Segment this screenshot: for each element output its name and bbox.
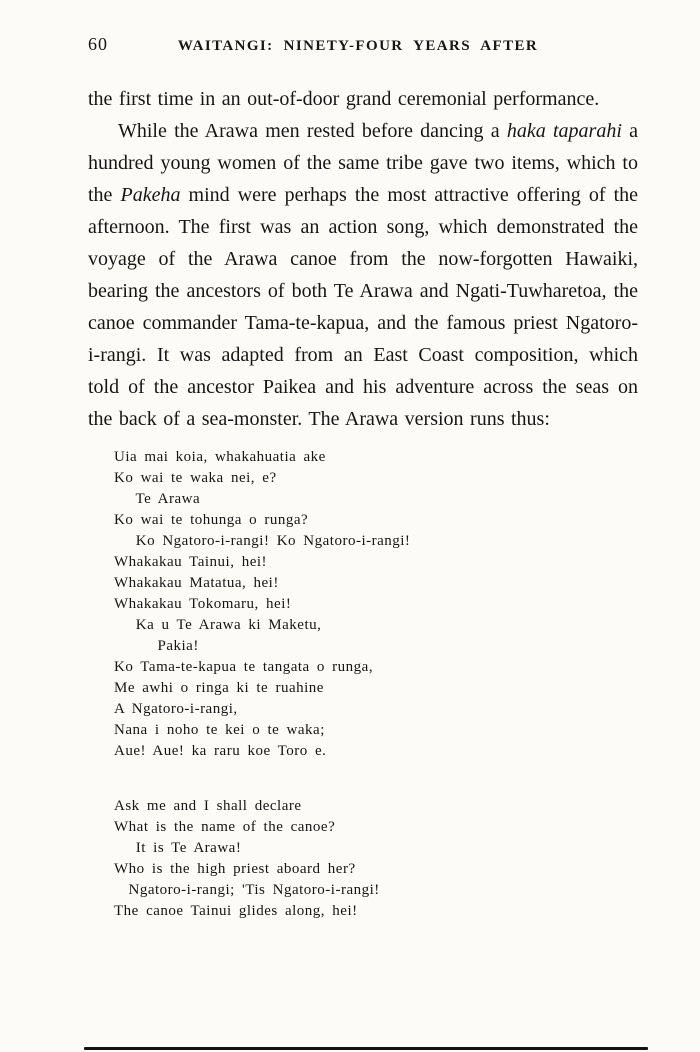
verse-line: Uia mai koia, whakahuatia ake <box>114 449 326 465</box>
verse-line: A Ngatoro-i-rangi, <box>114 701 238 717</box>
text-run: mind were perhaps the most attractive offering of the afternoon. The first was an action song, which demonstrated the voyage of the Arawa canoe from the now-forgotten Hawaiki, bearing the ancestors of both Te Arawa and Ngati-Tuwharetoa, the canoe commander Tama-te-kapua, and the famous priest Ngatoro-i-rangi. It was adapted from an East Coast composition, which told of the ancestor Paikea and his adventure across the seas on the back of a sea-monster. The Arawa version runs thus: <box>88 184 639 430</box>
verse-line: Ka u Te Arawa ki Maketu, <box>114 617 322 633</box>
italic-phrase: haka taparahi <box>506 120 622 142</box>
text-run: the first time in an out-of-door grand ceremonial performance. <box>88 88 600 110</box>
verse-line: Pakia! <box>114 638 199 654</box>
verse-line: It is Te Arawa! <box>114 840 242 856</box>
verse-line: Aue! Aue! ka raru koe Toro e. <box>114 743 327 759</box>
verse-line: What is the name of the canoe? <box>114 819 336 835</box>
verse-line: Whakakau Tokomaru, hei! <box>114 596 292 612</box>
running-title: WAITANGI: NINETY-FOUR YEARS AFTER <box>177 38 539 54</box>
verse-line: Ko wai te waka nei, e? <box>114 470 277 486</box>
page-header <box>88 34 638 55</box>
verse-line: Ngatoro-i-rangi; 'Tis Ngatoro-i-rangi! <box>114 882 380 898</box>
verse-maori <box>114 447 638 762</box>
page-number: 60 <box>88 34 108 54</box>
verse-line: Ko Tama-te-kapua te tangata o runga, <box>114 659 374 675</box>
verse-line: Ko Ngatoro-i-rangi! Ko Ngatoro-i-rangi! <box>114 533 411 549</box>
verse-line: The canoe Tainui glides along, hei! <box>114 903 358 919</box>
verse-line: Who is the high priest aboard her? <box>114 861 356 877</box>
text-run: While the Arawa men rested before dancing a <box>118 120 507 142</box>
verse-line: Me awhi o ringa ki te ruahine <box>114 680 324 696</box>
text-run: a hundred young women of the same tribe gave two items, which to the <box>88 120 638 206</box>
paragraph-continuation <box>88 83 638 115</box>
verse-line: Nana i noho te kei o te waka; <box>114 722 325 738</box>
verse-english-translation <box>114 796 638 922</box>
verse-line: Whakakau Tainui, hei! <box>114 554 268 570</box>
paragraph-arawa-story <box>88 115 638 435</box>
scan-edge-artifact <box>84 1047 648 1050</box>
verse-line: Ask me and I shall declare <box>114 798 302 814</box>
verse-line: Ko wai te tohunga o runga? <box>114 512 309 528</box>
italic-phrase: Pakeha <box>120 184 181 206</box>
verse-line: Te Arawa <box>114 491 201 507</box>
verse-line: Whakakau Matatua, hei! <box>114 575 279 591</box>
